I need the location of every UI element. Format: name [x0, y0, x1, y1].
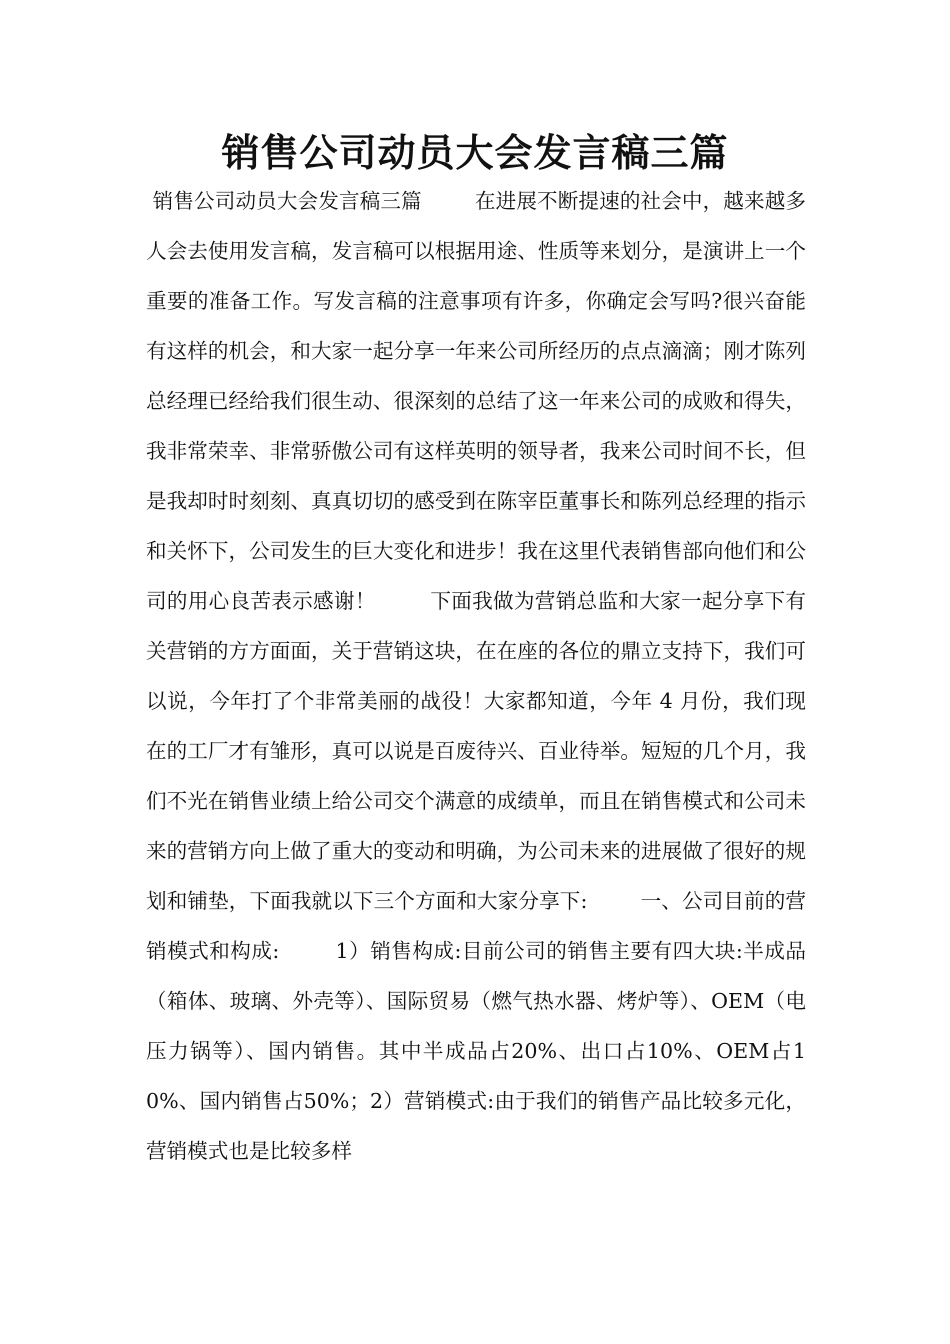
document-title: 销售公司动员大会发言稿三篇: [221, 131, 729, 175]
document-body: 销售公司动员大会发言稿三篇 在进展不断提速的社会中，越来越多人会去使用发言稿，发言稿可以根据用途、性质等来划分，是演讲上一个重要的准备工作。写发言稿的注意事项有许多，你确定会写吗?很兴奋能有这样的机会，和大家一起分享一年来公司所经历的点点滴滴；刚才陈列总经理已经给我们很生动、很深刻的总结了这一年来公司的成败和得失，我非常荣幸、非常骄傲公司有这样英明的领导者，我来公司时间不长，但是我却时时刻刻、真真切切的感受到在陈宰臣董事长和陈列总经理的指示和关怀下，公司发生的巨大变化和进步！我在这里代表销售部向他们和公司的用心良苦表示感谢！ 下面我做为营销总监和大家一起分享下有关营销的方方面面，关于营销这块，在在座的各位的鼎立支持下，我们可以说，今年打了个非常美丽的战役！大家都知道，今年 4 月份，我们现在的工厂才有雏形，真可以说是百废待兴、百业待举。短短的几个月，我们不光在销售业绩上给公司交个满意的成绩单，而且在销售模式和公司未来的营销方向上做了重大的变动和明确，为公司未来的进展做了很好的规划和铺垫，下面我就以下三个方面和大家分享下: 一、公司目前的营销模式和构成: 1）销售构成:目前公司的销售主要有四大块:半成品（箱体、玻璃、外壳等）、国际贸易（燃气热水器、烤炉等）、OEM（电压力锅等）、国内销售。其中半成品占20%、出口占10%、OEM占10%、国内销售占50%；2）营销模式:由于我们的销售产品比较多元化，营销模式也是比较多样: [146, 189, 806, 1163]
